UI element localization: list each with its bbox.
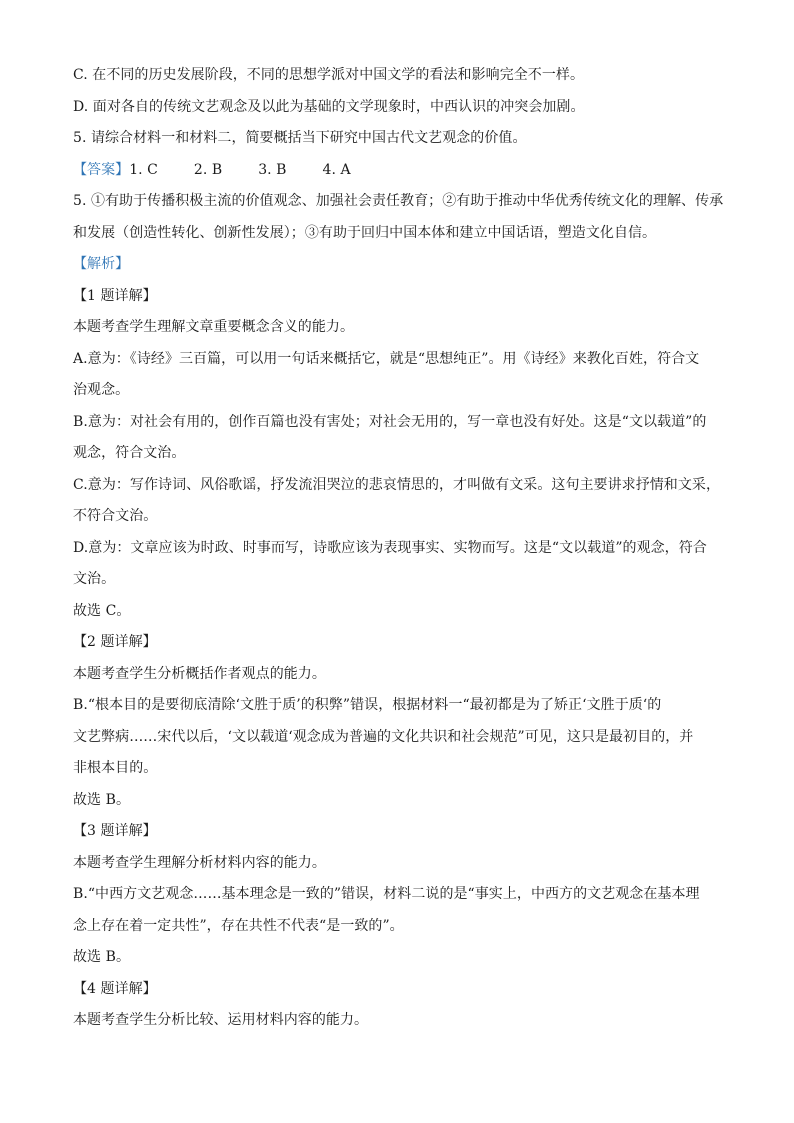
text-span: 故选 C。: [73, 602, 131, 619]
paragraph-line: [73, 753, 723, 785]
analysis-tag: 【解析】: [73, 256, 130, 272]
section-heading: [73, 816, 723, 848]
paragraph-line: [73, 879, 723, 911]
text-span: 本题考查学生分析比较、运用材料内容的能力。: [73, 1012, 369, 1028]
text-span: 【1 题详解】: [73, 287, 157, 304]
paragraph-line: [73, 1005, 723, 1037]
paragraph-line: [73, 659, 723, 691]
text-span: 念上存在着一定共性”，存在共性不代表“是一致的”。: [73, 917, 404, 934]
option-c-line: [73, 60, 723, 92]
text-span: 治观念。: [73, 382, 130, 398]
answer-5-line: [73, 218, 723, 250]
text-span: B.意为：对社会有用的，创作百篇也没有害处；对社会无用的，写一章也没有好处。这是“文以载道”的: [73, 413, 707, 430]
text-span: D.意为：文章应该为时政、时事而写，诗歌应该为表现事实、实物而写。这是“文以载道”的观念，符合: [73, 539, 707, 556]
paragraph-line: [73, 942, 723, 974]
text-span: A.意为：《诗经》三百篇，可以用一句话来概括它，就是“思想纯正”。用《诗经》来教化百姓，符合文: [73, 350, 700, 367]
text-span: 5. ①有助于传播积极主流的价值观念、加强社会责任教育；②有助于推动中华优秀传统文化的理解、传承: [73, 193, 724, 209]
text-span: 非根本目的。: [73, 760, 158, 776]
text-span: 和发展（创造性转化、创新性发展）；③有助于回归中国本体和建立中国话语，塑造文化自信。: [73, 224, 657, 241]
paragraph-line: [73, 438, 723, 470]
document-body: [73, 60, 723, 1037]
paragraph-line: [73, 564, 723, 596]
text-span: 本题考查学生分析概括作者观点的能力。: [73, 665, 326, 682]
text-span: C.意为：写作诗词、风俗歌谣，抒发流泪哭泣的悲哀情思的，才叫做有文采。这句主要讲求抒情和文采，: [73, 476, 721, 493]
paragraph-line: [73, 596, 723, 628]
paragraph-line: [73, 470, 723, 502]
section-heading: [73, 281, 723, 313]
answer-line: [73, 155, 723, 187]
paragraph-line: [73, 911, 723, 943]
answer-values: 1. C 2. B 3. B 4. A: [129, 161, 351, 178]
text-span: 【4 题详解】: [73, 980, 157, 997]
paragraph-line: [73, 501, 723, 533]
text-span: 不符合文治。: [73, 508, 158, 524]
text-span: 故选 B。: [73, 791, 130, 808]
option-d-line: [73, 92, 723, 124]
analysis-heading: [73, 249, 723, 281]
paragraph-line: [73, 312, 723, 344]
paragraph-line: [73, 344, 723, 376]
text-span: 本题考查学生理解分析材料内容的能力。: [73, 854, 326, 871]
text-span: C. 在不同的历史发展阶段，不同的思想学派对中国文学的看法和影响完全不一样。: [73, 67, 585, 83]
paragraph-line: [73, 690, 723, 722]
text-span: 【3 题详解】: [73, 823, 157, 839]
text-span: 5. 请综合材料一和材料二，简要概括当下研究中国古代文艺观念的价值。: [73, 130, 527, 146]
paragraph-line: [73, 722, 723, 754]
section-heading: [73, 627, 723, 659]
answer-tag: 【答案】: [73, 161, 130, 178]
paragraph-line: [73, 407, 723, 439]
text-span: 本题考查学生理解文章重要概念含义的能力。: [73, 319, 354, 335]
text-span: 文艺弊病……宋代以后，‘文以载道‘观念成为普遍的文化共识和社会规范”可见，这只是最初目的，并: [73, 728, 694, 745]
paragraph-line: [73, 848, 723, 880]
text-span: B.“根本目的是要彻底清除‘文胜于质’的积弊”错误，根据材料一“最初都是为了矫正‘文胜于质‘的: [73, 697, 662, 713]
paragraph-line: [73, 375, 723, 407]
paragraph-line: [73, 533, 723, 565]
question-5-line: [73, 123, 723, 155]
text-span: 故选 B。: [73, 949, 130, 965]
section-heading: [73, 974, 723, 1006]
answer-5-line: [73, 186, 723, 218]
text-span: B.“中西方文艺观念……基本理念是一致的”错误，材料二说的是“事实上，中西方的文艺观念在基本理: [73, 886, 700, 902]
text-span: D. 面对各自的传统文艺观念及以此为基础的文学现象时，中西认识的冲突会加剧。: [73, 98, 585, 115]
text-span: 观念，符合文治。: [73, 445, 186, 461]
paragraph-line: [73, 785, 723, 817]
text-span: 【2 题详解】: [73, 634, 157, 650]
text-span: 文治。: [73, 571, 116, 587]
